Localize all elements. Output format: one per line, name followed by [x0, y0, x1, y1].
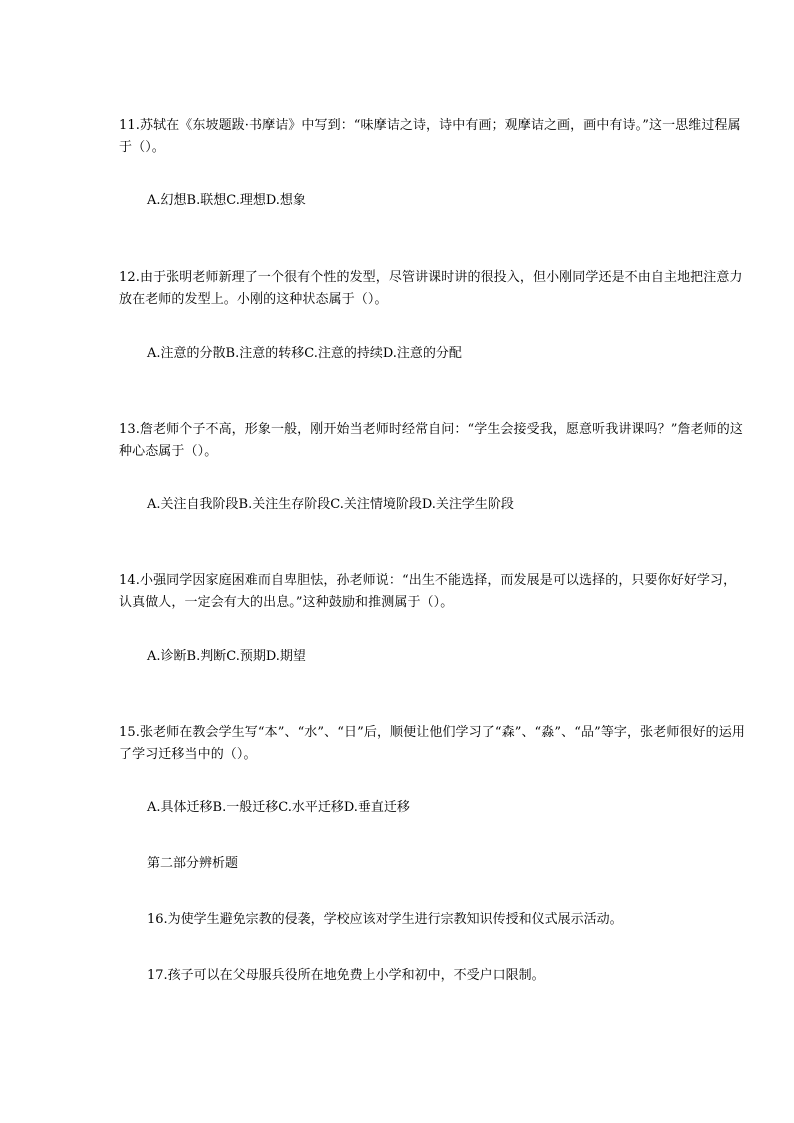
question-11-text: 11.苏轼在《东坡题跋·书摩诘》中写到：“味摩诘之诗，诗中有画；观摩诘之画，画中有诗。”这一思维过程属于（）。 — [119, 118, 741, 155]
question-16-text: 16.为使学生避免宗教的侵袭，学校应该对学生进行宗教知识传授和仪式展示活动。 — [147, 912, 623, 927]
question-17-text: 17.孩子可以在父母服兵役所在地免费上小学和初中，不受户口限制。 — [147, 968, 545, 983]
question-14-text: 14.小强同学因家庭困难而自卑胆怯，孙老师说：“出生不能选择，而发展是可以选择的，只要你好好学习，认真做人，一定会有大的出息。”这种鼓励和推测属于（）。 — [119, 573, 737, 610]
section-2-title: 第二部分辨析题 — [147, 856, 239, 871]
question-15-options: A.具体迁移B.一般迁移C.水平迁移D.垂直迁移 — [147, 800, 410, 815]
question-13-options: A.关注自我阶段B.关注生存阶段C.关注情境阶段D.关注学生阶段 — [147, 497, 514, 512]
question-15-text: 15.张老师在教会学生写“本”、“水”、“日”后，顺便让他们学习了“森”、“淼”、“品”等字，张老师很好的运用了学习迁移当中的（）。 — [119, 725, 745, 762]
question-11-options: A.幻想B.联想C.理想D.想象 — [147, 193, 306, 208]
question-13-text: 13.詹老师个子不高，形象一般，刚开始当老师时经常自问：“学生会接受我，愿意听我讲课吗？”詹老师的这种心态属于（）。 — [119, 422, 743, 459]
question-14-options: A.诊断B.判断C.预期D.期望 — [147, 649, 306, 664]
question-12-text: 12.由于张明老师新理了一个很有个性的发型，尽管讲课时讲的很投入，但小刚同学还是不由自主地把注意力放在老师的发型上。小刚的这种状态属于（）。 — [119, 270, 743, 307]
question-12-options: A.注意的分散B.注意的转移C.注意的持续D.注意的分配 — [147, 346, 462, 361]
